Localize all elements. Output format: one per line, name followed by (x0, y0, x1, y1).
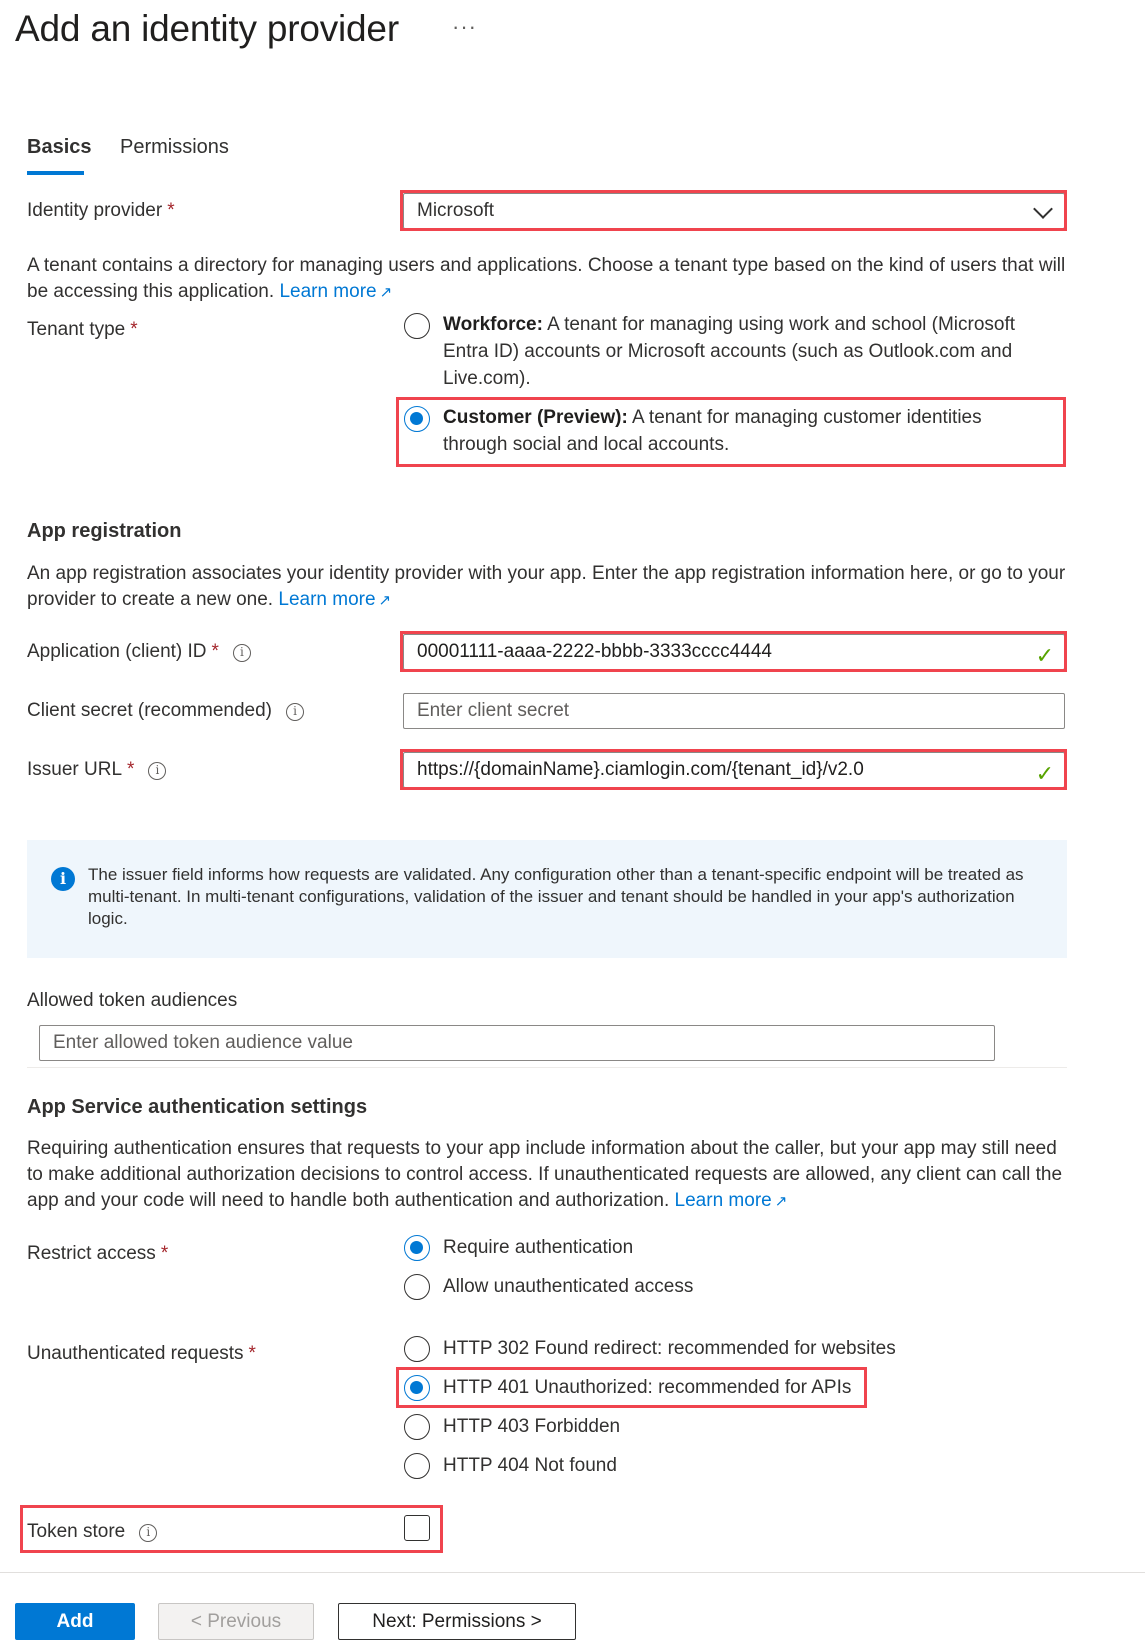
app-registration-learn-more-link[interactable]: Learn more (278, 589, 376, 610)
auth-settings-description: Requiring authentication ensures that requests to your app include information about the caller, but your app may still need to make additional authorization decisions to control access. If unauthenticated requests are allowed, any client can call the app and your code will need to handle both authentication and authorization. Learn more ↗ (27, 1136, 1067, 1215)
page-title: Add an identity provider (15, 8, 399, 49)
tenant-workforce-option: Workforce: A tenant for managing using work and school (Microsoft Entra ID) accounts or Microsoft accounts (such as Outlook.com and Live.com). (443, 314, 1016, 389)
issuer-info-banner (27, 840, 1067, 958)
checkmark-icon: ✓ (1035, 643, 1054, 668)
http-403-option: HTTP 403 Forbidden (443, 1416, 621, 1437)
app-registration-heading: App registration (27, 520, 182, 542)
info-icon[interactable]: i (286, 703, 304, 721)
client-id-input[interactable]: 00001111-aaaa-2222-bbbb-3333cccc4444 ✓ (403, 634, 1065, 670)
identity-provider-label: Identity provider * (27, 200, 175, 221)
http-401-radio[interactable] (404, 1375, 430, 1401)
identity-provider-dropdown[interactable] (403, 193, 1065, 229)
tenant-customer-radio[interactable] (404, 406, 430, 432)
tab-permissions[interactable]: Permissions (120, 136, 229, 158)
allow-unauth-radio[interactable] (404, 1274, 430, 1300)
auth-settings-heading: App Service authentication settings (27, 1096, 368, 1118)
client-id-label: Application (client) ID * i (27, 641, 251, 663)
tab-basics[interactable]: Basics (27, 136, 92, 158)
http-404-option: HTTP 404 Not found (443, 1455, 617, 1476)
next-permissions-button[interactable]: Next: Permissions > (338, 1603, 576, 1640)
identity-provider-value: Microsoft (417, 200, 495, 221)
unauth-requests-label: Unauthenticated requests * (27, 1343, 256, 1364)
tenant-type-label: Tenant type * (27, 319, 138, 340)
info-icon[interactable]: i (148, 762, 166, 780)
client-secret-label: Client secret (recommended) i (27, 700, 304, 722)
token-store-label: Token store i (27, 1521, 157, 1543)
http-404-radio[interactable] (404, 1453, 430, 1479)
http-403-radio[interactable] (404, 1414, 430, 1440)
require-auth-option: Require authentication (443, 1237, 634, 1258)
external-link-icon: ↗ (379, 284, 393, 301)
token-audiences-input[interactable]: Enter allowed token audience value (39, 1025, 995, 1061)
more-options-icon[interactable]: ··· (452, 14, 477, 39)
previous-button[interactable]: < Previous (158, 1603, 314, 1640)
tenant-learn-more-link[interactable]: Learn more (279, 281, 377, 302)
add-button[interactable]: Add (15, 1603, 135, 1640)
http-302-option: HTTP 302 Found redirect: recommended for websites (443, 1338, 896, 1359)
info-banner-text: The issuer field informs how requests are validated. Any configuration other than a tenant-specific endpoint will be treated as multi-tenant. In multi-tenant configurations, validation of the issuer and tenant should be handled in your app's authorization logic. (88, 865, 1024, 928)
issuer-url-label: Issuer URL * i (27, 759, 166, 781)
token-audiences-label: Allowed token audiences (27, 990, 238, 1011)
token-store-checkbox[interactable] (404, 1515, 430, 1541)
app-registration-description: An app registration associates your identity provider with your app. Enter the app registration information here, or go to your provider to create a new one. Learn more ↗ (27, 561, 1067, 614)
external-link-icon: ↗ (378, 592, 392, 609)
tenant-workforce-radio[interactable] (404, 313, 430, 339)
active-tab-indicator (27, 171, 84, 175)
issuer-url-input[interactable]: https://{domainName}.ciamlogin.com/{tenant_id}/v2.0 ✓ (403, 752, 1065, 788)
info-icon[interactable]: i (139, 1524, 157, 1542)
tenant-customer-option: Customer (Preview): A tenant for managing customer identities through social and local accounts. (443, 407, 982, 455)
section-divider (27, 1067, 1067, 1068)
require-auth-radio[interactable] (404, 1235, 430, 1261)
allow-unauth-option: Allow unauthenticated access (443, 1276, 694, 1297)
client-secret-input[interactable]: Enter client secret (403, 693, 1065, 729)
auth-learn-more-link[interactable]: Learn more (674, 1190, 772, 1211)
info-filled-icon: i (51, 867, 75, 891)
footer-divider (0, 1572, 1145, 1573)
tenant-description: A tenant contains a directory for managing users and applications. Choose a tenant type based on the kind of users that will be accessing this application. Learn more ↗ (27, 253, 1067, 306)
chevron-down-icon (1033, 199, 1053, 219)
external-link-icon: ↗ (774, 1193, 788, 1210)
info-icon[interactable]: i (233, 644, 251, 662)
http-302-radio[interactable] (404, 1336, 430, 1362)
restrict-access-label: Restrict access * (27, 1243, 169, 1264)
http-401-option: HTTP 401 Unauthorized: recommended for APIs (443, 1377, 852, 1398)
checkmark-icon: ✓ (1035, 761, 1054, 786)
